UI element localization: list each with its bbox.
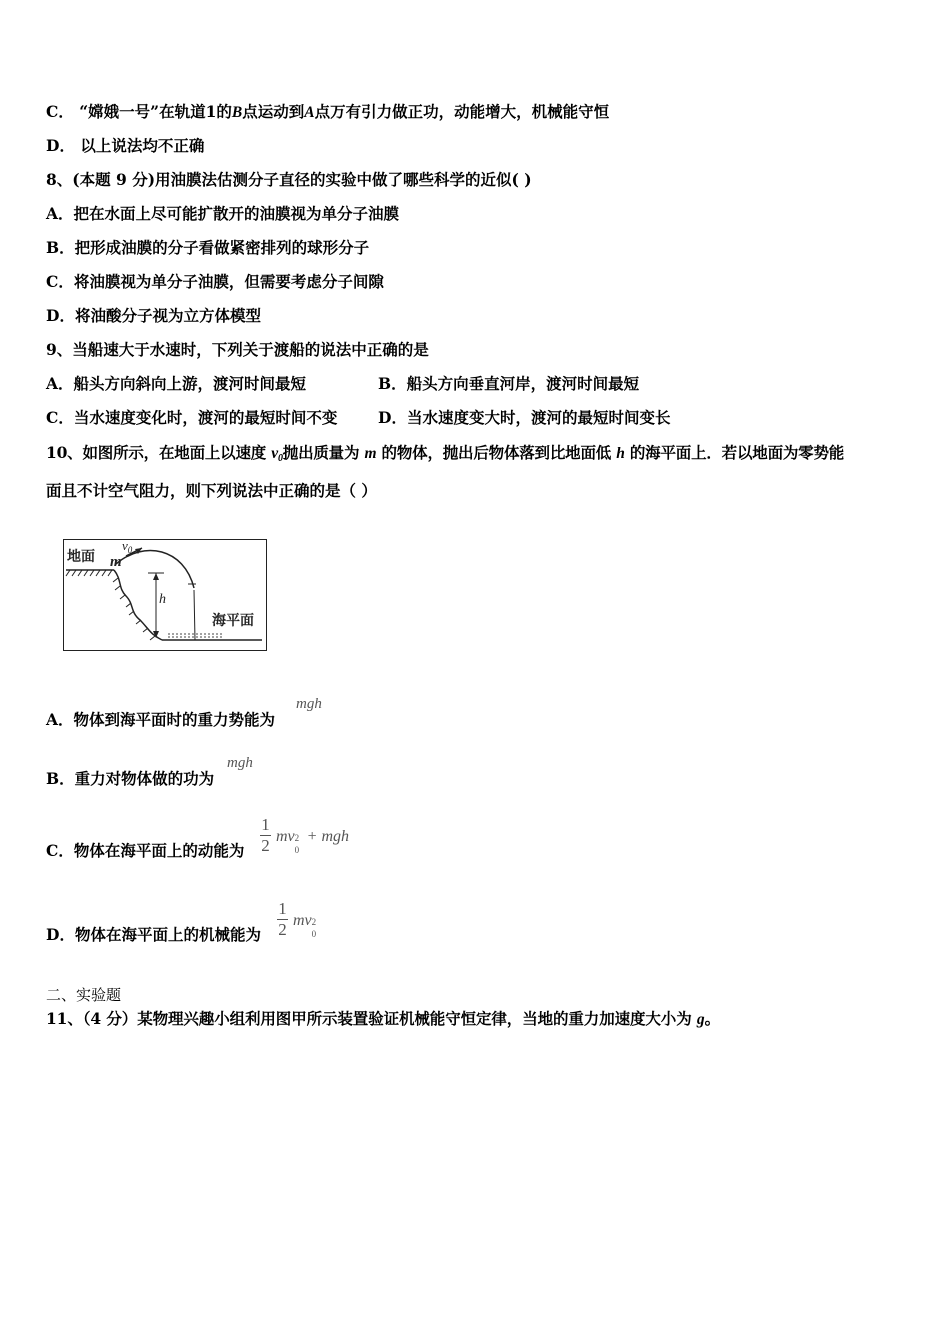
stem-text: 的海平面上．若以地面为零势能 [624, 443, 845, 462]
stem-text: 抛出质量为 [282, 443, 365, 462]
q9-option-d [378, 408, 670, 428]
option-text: 物体在海平面上的动能为 [73, 841, 245, 860]
option-label: C． [46, 841, 74, 860]
option-label: D． [46, 136, 75, 155]
q10-stem-line2: 面且不计空气阻力，则下列说法中正确的是（ ） [46, 481, 377, 500]
stem-text: 10、如图所示，在地面上以速度 [46, 443, 272, 462]
stem-text: 。 [704, 1009, 720, 1028]
formula-mv: mv [276, 828, 295, 845]
q8-option-d [46, 306, 261, 326]
option-b-formula: mgh [227, 755, 253, 771]
ground-hatch [66, 570, 112, 576]
option-text: 点运动到 [242, 102, 305, 121]
formula-mv: mv [293, 912, 312, 929]
section-title: 二、实验题 [46, 986, 122, 1004]
option-text: 物体到海平面时的重力势能为 [73, 710, 276, 729]
q10-option-a [46, 710, 275, 730]
q9-option-b [378, 374, 639, 394]
q10-option-d [46, 925, 261, 945]
formula-superscript: 2 [311, 917, 317, 927]
fraction-numerator: 1 [261, 815, 270, 834]
option-d-formula [293, 912, 320, 939]
fraction-denominator: 2 [278, 920, 287, 939]
option-label: D． [46, 306, 75, 325]
q8-option-b [46, 238, 369, 258]
option-label: B． [46, 238, 75, 257]
option-label: A． [46, 204, 74, 223]
option-text: 船头方向斜向上游，渡河时间最短 [73, 374, 307, 393]
q9-stem: 9、当船速大于水速时，下列关于渡船的说法中正确的是 [46, 340, 429, 359]
formula-mgh: + mgh [306, 828, 350, 845]
fraction-numerator: 1 [278, 899, 287, 918]
option-c-formula [276, 828, 350, 855]
m-label: m [110, 554, 122, 570]
option-d-fraction [277, 900, 288, 939]
cliff-face [114, 570, 162, 640]
formula-superscript: 2 [294, 833, 300, 843]
option-text: 把形成油膜的分子看做紧密排列的球形分子 [74, 238, 370, 257]
v0-label [122, 538, 132, 555]
point-a: A [304, 104, 315, 121]
option-label: A． [46, 374, 74, 393]
formula-subscript: 0 [294, 845, 300, 855]
option-text: 点万有引力做正功，动能增大，机械能守恒 [314, 102, 610, 121]
v-letter: v [271, 445, 278, 462]
option-text: 船头方向垂直河岸，渡河时间最短 [406, 374, 640, 393]
option-text: 的 [216, 102, 232, 121]
v0-subscript: 0 [127, 545, 133, 555]
option-a-formula: mgh [296, 696, 322, 712]
point-b: B [231, 104, 243, 121]
option-text: “嫦娥一号”在轨道 [79, 102, 206, 121]
option-text: 将油酸分子视为立方体模型 [74, 306, 261, 325]
stem-text: 11、（4 分）某物理兴趣小组利用图甲所示装置验证机械能守恒定律，当地的重力加速度大小为 [46, 1009, 697, 1028]
option-label: D． [378, 408, 407, 427]
formula-subscript: 0 [311, 929, 317, 939]
fraction-denominator: 2 [261, 836, 270, 855]
v-subscript: 0 [277, 453, 283, 464]
sea-label: 海平面 [212, 613, 254, 629]
sea-hatch [168, 634, 224, 637]
q8-option-c [46, 272, 384, 292]
mass-symbol: m [364, 445, 377, 462]
stem-text: 的物体，抛出后物体落到比地面低 [376, 443, 617, 462]
option-label: B． [46, 769, 75, 788]
option-text: 当水速度变大时，渡河的最短时间变长 [406, 408, 671, 427]
option-label: D． [46, 925, 75, 944]
option-label: A． [46, 710, 74, 729]
trajectory-arc [116, 551, 194, 589]
height-symbol: h [616, 445, 625, 462]
option-text: 当水速度变化时，渡河的最短时间不变 [73, 408, 338, 427]
q10-option-b [46, 769, 214, 789]
trajectory-fall [194, 590, 195, 640]
q10-stem-line1 [46, 443, 844, 469]
q9-option-a [46, 374, 306, 394]
option-text: 物体在海平面上的机械能为 [74, 925, 261, 944]
option-text: 重力对物体做的功为 [74, 769, 215, 788]
option-label: C． [46, 408, 74, 427]
q9-option-c [46, 408, 337, 428]
v0-letter: v [122, 538, 128, 553]
cliff-figure [63, 539, 267, 651]
orbit-number: 1 [205, 102, 217, 121]
h-arrow-up [153, 573, 159, 580]
h-label: h [159, 592, 166, 607]
option-c-fraction [260, 816, 271, 855]
q10-option-c [46, 841, 244, 861]
gravity-symbol: g [696, 1011, 705, 1028]
q11-stem [46, 1009, 720, 1030]
option-text: 将油膜视为单分子油膜，但需要考虑分子间隙 [73, 272, 384, 291]
q7-option-d [46, 136, 204, 156]
q8-option-a [46, 204, 399, 224]
option-label: B． [378, 374, 407, 393]
option-label: C． [46, 272, 74, 291]
q8-stem: 8、(本题 9 分)用油膜法估测分子直径的实验中做了哪些科学的近似( ) [46, 170, 532, 189]
velocity-symbol [271, 445, 283, 462]
option-text: 把在水面上尽可能扩散开的油膜视为单分子油膜 [73, 204, 400, 223]
q7-option-c [46, 102, 609, 123]
option-text: 以上说法均不正确 [80, 136, 205, 155]
ground-label: 地面 [67, 549, 95, 565]
option-label: C． [46, 102, 74, 121]
